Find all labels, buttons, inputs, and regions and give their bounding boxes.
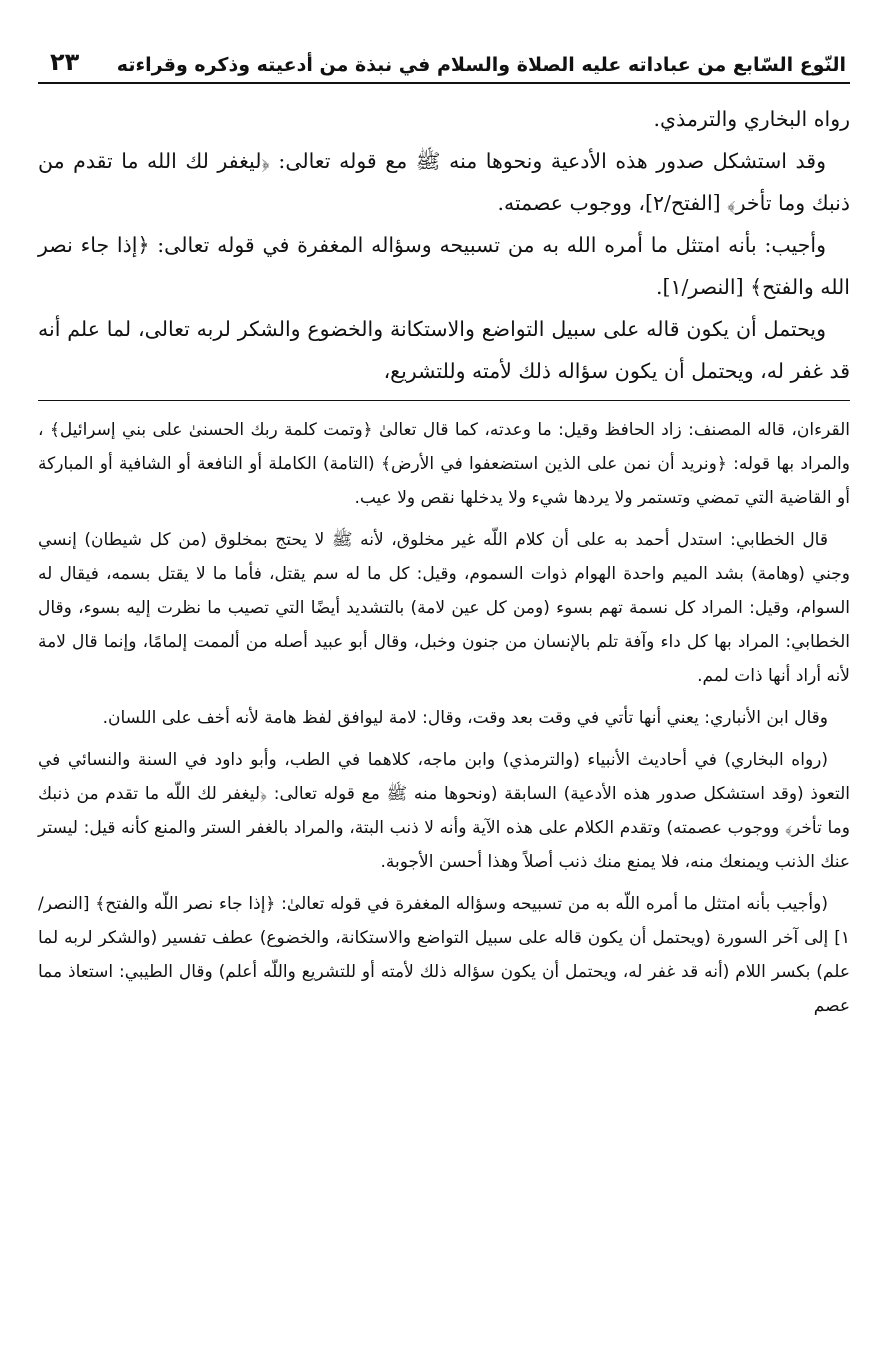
commentary-paragraph: القرءان، قاله المصنف: زاد الحافظ وقيل: ما وعدته، كما قال تعالىٰ ﴿وتمت كلمة ربك الحسنىٰ على بني إسرائيل﴾ ، والمراد بها قوله: ﴿ونريد أن نمن على الذين استضعفوا في الأرض﴾ (التامة) الكاملة أو النافعة أو الشافية أو المباركة أو القاضية التي تمضي وتستمر ولا يردها شيء ولا يدخلها نقص ولا عيب. [38, 420, 850, 508]
main-paragraph: وأجيب: بأنه امتثل ما أمره الله به من تسبيحه وسؤاله المغفرة في قوله تعالى: ﴿إذا جاء نصر الله والفتح﴾ [النصر/١]. [38, 233, 850, 299]
running-header [38, 38, 850, 84]
main-paragraph: رواه البخاري والترمذي. [653, 107, 850, 131]
main-paragraph: ويحتمل أن يكون قاله على سبيل التواضع والاستكانة والخضوع والشكر لربه تعالى، لما علم أنه قد غفر له، ويحتمل أن يكون سؤاله ذلك لأمته وللتشريع، [38, 317, 850, 383]
footnote-divider [38, 400, 850, 401]
page-number: ٢٣ [50, 48, 80, 76]
main-text [38, 98, 850, 392]
commentary-paragraph: (رواه البخاري) في أحاديث الأنبياء (والترمذي) وابن ماجه، كلاهما في الطب، وأبو داود في السنة والنسائي في التعوذ (وقد استشكل صدور هذه الأدعية) السابقة (ونحوها منه ﷺ مع قوله تعالى: ﴿ليغفر لك اللّه ما تقدم من ذنبك وما تأخر﴾ ووجوب عصمته) وتقدم الكلام على هذه الآية وأنه لا ذنب البتة، والمراد بالغفر الستر والمنع كأنه قيل: ليستر عنك الذنب ويمنعك منه، فلا يمنع منك ذنب أصلاً وهذا أحسن الأجوبة. [38, 750, 850, 872]
commentary-paragraph: (وأجيب بأنه امتثل ما أمره اللّه به من تسبيحه وسؤاله المغفرة في قوله تعالىٰ: ﴿إذا جاء نصر اللّه والفتح﴾ [النصر/ ١] إلى آخر السورة (ويحتمل أن يكون قاله على سبيل التواضع والاستكانة، والخضوع) عطف تفسير (والشكر لربه لما علم) بكسر اللام (أنه قد غفر له، ويحتمل أن يكون سؤاله ذلك لأمته أو للتشريع واللّه أعلم) وقال الطيبي: استعاذ مما عصم [38, 894, 850, 1016]
book-page [38, 38, 850, 1338]
main-paragraph: وقد استشكل صدور هذه الأدعية ونحوها منه ﷺ مع قوله تعالى: ﴿ليغفر لك الله ما تقدم من ذنبك وما تأخر﴾ [الفتح/٢]، ووجوب عصمته. [38, 149, 850, 215]
commentary-section [38, 413, 850, 1023]
header-title: النّوع السّابع من عباداته عليه الصلاة والسلام في نبذة من أدعيته وذكره وقراءته [116, 54, 846, 76]
commentary-paragraph: وقال ابن الأنباري: يعني أنها تأتي في وقت بعد وقت، وقال: لامة ليوافق لفظ هامة لأنه أخف على اللسان. [102, 708, 828, 728]
commentary-paragraph: قال الخطابي: استدل أحمد به على أن كلام اللّه غير مخلوق، لأنه ﷺ لا يحتج بمخلوق (من كل شيطان) إنسي وجني (وهامة) بشد الميم واحدة الهوام ذوات السموم، وقيل: كل ما له سم يقتل، فأما ما لا يقتل بسمه، فيقال له السوام، وقيل: المراد كل نسمة تهم بسوء (ومن كل عين لامة) بالتشديد أيضًا التي تصيب ما نظرت إليه بسوء، وقال الخطابي: المراد بها كل داء وآفة تلم بالإنسان من جنون وخبل، وقال أبو عبيد أصله من ألممت إلمامًا، وإنما قال لامة لأنه أراد أنها ذات لمم. [38, 530, 850, 686]
